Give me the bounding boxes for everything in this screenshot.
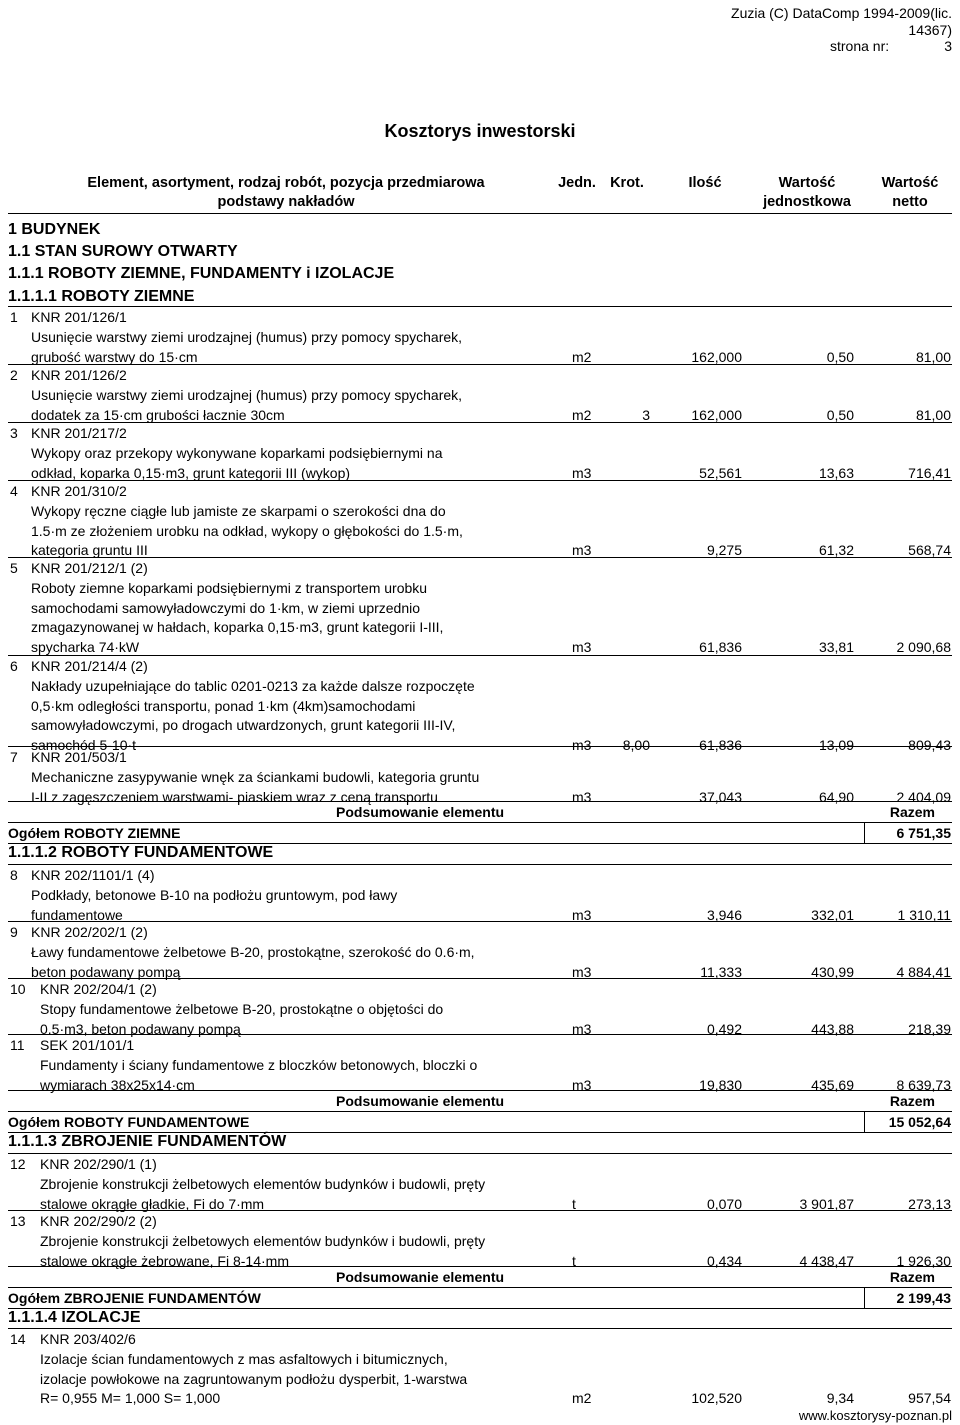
- item-description-line: Mechaniczne zasypywanie wnęk za ściankami budowli, kategoria gruntu: [31, 769, 480, 785]
- col-net-line1: Wartość: [881, 175, 939, 191]
- summary-razem: Razem: [889, 1269, 935, 1285]
- item-net-value: 1 926,30: [896, 1252, 951, 1269]
- item-description-line: samochodami samowyładowczymi do 1·km, w ziemi uprzednio: [31, 599, 421, 616]
- section-heading: 1 BUDYNEK: [8, 221, 101, 238]
- summary-label: Podsumowanie elementu: [336, 804, 505, 820]
- item-unit: m3: [572, 1076, 592, 1093]
- summary-label: Podsumowanie elementu: [336, 1269, 505, 1285]
- page-label: strona nr:: [830, 38, 890, 54]
- item-description-line: Podkłady, betonowe B-10 na podłożu gruntowym, pod ławy: [31, 887, 398, 903]
- item-net-value: 957,54: [908, 1390, 951, 1406]
- item-unit: t: [572, 1195, 576, 1212]
- item-unit-price: 64,90: [818, 788, 854, 805]
- item-code: KNR 202/202/1 (2): [31, 924, 148, 940]
- item-number: 2: [10, 367, 18, 383]
- summary-total-label: Ogółem ZBROJENIE FUNDAMENTÓW: [8, 1290, 261, 1306]
- summary-razem: Razem: [889, 1093, 935, 1109]
- item-code: KNR 202/204/1 (2): [40, 981, 157, 997]
- divider: [864, 1111, 865, 1132]
- item-description-line: stalowe okrągłe żebrowane, Fi 8-14·mm: [40, 1252, 289, 1269]
- item-description-line: I-II z zagęszczeniem warstwami- piaskiem wraz z ceną transportu: [31, 788, 438, 805]
- item-description-line: Wykopy ręczne ciągłe lub jamiste ze skarpami o szerokości dna do: [31, 503, 446, 519]
- divider: [8, 1266, 952, 1267]
- item-code: KNR 203/402/6: [40, 1331, 136, 1347]
- item-code: KNR 201/503/1: [31, 749, 127, 765]
- item-unit: m3: [572, 638, 592, 655]
- section-heading: 1.1.1 ROBOTY ZIEMNE, FUNDAMENTY i IZOLACJE: [8, 265, 395, 282]
- item-unit-price: 0,50: [826, 406, 854, 423]
- item-description-line: Ławy fundamentowe żelbetowe B-20, prostokątne, szerokość do 0.6·m,: [31, 944, 475, 960]
- divider: [8, 978, 952, 979]
- item-description-line: samowyładowczymi, po drogach utwardzonych, grunt kategorii III-IV,: [31, 717, 456, 733]
- divider: [864, 1287, 865, 1308]
- item-number: 8: [10, 867, 18, 883]
- summary-total-value: 2 199,43: [896, 1290, 951, 1306]
- col-net-line2: netto: [892, 194, 928, 210]
- item-code: SEK 201/101/1: [40, 1037, 135, 1053]
- item-unit: m3: [572, 542, 592, 558]
- item-description-line: samochód 5-10·t: [31, 736, 137, 753]
- divider: [8, 1111, 952, 1112]
- section-heading: 1.1 STAN SUROWY OTWARTY: [8, 243, 238, 260]
- item-net-value: 716,41: [908, 464, 951, 481]
- item-quantity: 11,333: [700, 963, 742, 980]
- item-description-line: spycharka 74·kW: [31, 638, 140, 655]
- item-quantity: 0,434: [706, 1252, 742, 1269]
- item-net-value: 568,74: [908, 542, 951, 558]
- divider: [8, 213, 952, 214]
- item-description-line: Fundamenty i ściany fundamentowe z bloczków betonowych, bloczki o: [40, 1057, 478, 1073]
- item-description-line: stalowe okrągłe gładkie, Fi do 7·mm: [40, 1195, 265, 1212]
- divider: [8, 1287, 952, 1288]
- item-quantity: 3,946: [706, 906, 742, 923]
- item-multiplier: 8,00: [622, 736, 650, 753]
- item-description-line: Roboty ziemne koparkami podsiębiernymi z transportem urobku: [31, 580, 428, 596]
- summary-razem: Razem: [889, 804, 935, 820]
- item-description-line: Wykopy oraz przekopy wykonywane koparkami podsiębiernymi na: [31, 445, 443, 461]
- item-unit-price: 435,69: [811, 1076, 854, 1093]
- section-heading: 1.1.1.2 ROBOTY FUNDAMENTOWE: [8, 844, 274, 861]
- item-description-line: Nakłady uzupełniające do tablic 0201-0213 za każde dalsze rozpoczęte: [31, 678, 475, 694]
- divider: [8, 1153, 952, 1154]
- item-unit-price: 430,99: [811, 963, 854, 980]
- divider: [8, 1210, 952, 1211]
- col-ilosc: Ilość: [688, 175, 722, 191]
- divider: [8, 801, 952, 802]
- item-number: 11: [10, 1037, 25, 1053]
- item-description-line: Zbrojenie konstrukcji żelbetowych elementów budynków i budowli, pręty: [40, 1233, 486, 1249]
- item-description-line: R= 0,955 M= 1,000 S= 1,000: [40, 1390, 221, 1406]
- divider: [8, 1034, 952, 1035]
- item-number: 14: [10, 1331, 26, 1347]
- item-net-value: 8 639,73: [896, 1076, 951, 1093]
- col-krot: Krot.: [610, 175, 644, 191]
- item-unit: m3: [572, 464, 592, 481]
- item-description-line: Usunięcie warstwy ziemi urodzajnej (humus) przy pomocy spycharek,: [31, 329, 463, 345]
- item-unit: m3: [572, 736, 592, 753]
- divider: [864, 822, 865, 843]
- item-quantity: 162,000: [691, 348, 742, 365]
- item-quantity: 61,836: [699, 638, 742, 655]
- item-number: 10: [10, 981, 26, 997]
- item-unit-price: 332,01: [811, 906, 854, 923]
- divider: [8, 822, 952, 823]
- footer-url: www.kosztorysy-poznan.pl: [798, 1408, 952, 1423]
- item-description-line: wymiarach 38x25x14·cm: [40, 1076, 195, 1093]
- item-description-line: 0,5·km odległości transportu, ponad 1·km (4km)samochodami: [31, 697, 416, 714]
- item-quantity: 0,070: [706, 1195, 742, 1212]
- item-number: 12: [10, 1156, 26, 1172]
- col-element-line1: Element, asortyment, rodzaj robót, pozycja przedmiarowa: [87, 175, 485, 191]
- item-code: KNR 201/126/1: [31, 309, 127, 325]
- divider: [8, 1308, 952, 1309]
- item-unit: t: [572, 1252, 576, 1269]
- item-description-line: 0.5·m3, beton podawany pompą: [40, 1020, 241, 1037]
- item-unit-price: 9,34: [826, 1390, 854, 1406]
- divider: [8, 864, 952, 865]
- divider: [8, 921, 952, 922]
- item-number: 6: [10, 658, 18, 674]
- item-unit-price: 13,09: [818, 736, 854, 753]
- item-description-line: Zbrojenie konstrukcji żelbetowych elementów budynków i budowli, pręty: [40, 1176, 486, 1192]
- item-description-line: zmagazynowanej w hałdach, koparka 0,15·m3, grunt kategorii I-III,: [31, 619, 444, 635]
- summary-total-label: Ogółem ROBOTY ZIEMNE: [8, 825, 181, 841]
- divider: [8, 655, 952, 656]
- item-unit-price: 0,50: [826, 348, 854, 365]
- section-heading: 1.1.1.4 IZOLACJE: [8, 1309, 141, 1326]
- item-net-value: 1 310,11: [897, 906, 951, 923]
- item-net-value: 81,00: [915, 348, 951, 365]
- item-quantity: 0,492: [706, 1020, 742, 1037]
- item-unit: m2: [572, 1390, 592, 1406]
- item-number: 5: [10, 560, 18, 576]
- section-heading: 1.1.1.1 ROBOTY ZIEMNE: [8, 288, 195, 305]
- item-unit-price: 33,81: [818, 638, 854, 655]
- item-description-line: odkład, koparka 0,15·m3, grunt kategorii III (wykop): [31, 464, 351, 481]
- item-unit-price: 3 901,87: [799, 1195, 854, 1212]
- item-unit-price: 443,88: [811, 1020, 854, 1037]
- item-description-line: Stopy fundamentowe żelbetowe B-20, prostokątne o objętości do: [40, 1001, 444, 1017]
- col-unit-price-line2: jednostkowa: [763, 194, 851, 210]
- item-description-line: dodatek za 15·cm grubości łacznie 30cm: [31, 406, 285, 423]
- item-number: 7: [10, 749, 18, 765]
- item-number: 9: [10, 924, 18, 940]
- item-number: 1: [10, 309, 18, 325]
- item-unit: m3: [572, 788, 592, 805]
- item-description-line: kategoria gruntu III: [31, 542, 148, 558]
- item-unit-price: 13,63: [818, 464, 854, 481]
- item-multiplier: 3: [642, 406, 650, 423]
- divider: [8, 746, 952, 747]
- item-code: KNR 202/290/1 (1): [40, 1156, 157, 1172]
- item-code: KNR 202/290/2 (2): [40, 1213, 157, 1229]
- item-quantity: 162,000: [691, 406, 742, 423]
- item-quantity: 9,275: [706, 542, 742, 558]
- item-net-value: 4 884,41: [896, 963, 951, 980]
- item-code: KNR 201/212/1 (2): [31, 560, 148, 576]
- item-unit-price: 4 438,47: [799, 1252, 854, 1269]
- item-description-line: fundamentowe: [31, 906, 123, 923]
- item-number: 4: [10, 483, 18, 499]
- item-description-line: 1.5·m ze złożeniem urobku na odkład, wykopy o głębokości do 1.5·m,: [31, 522, 463, 539]
- item-description-line: Izolacje ścian fundamentowych z mas asfaltowych i bitumicznych,: [40, 1351, 448, 1367]
- divider: [8, 1090, 952, 1091]
- col-jedn: Jedn.: [558, 175, 596, 191]
- item-unit: m3: [572, 906, 592, 923]
- item-description-line: Usunięcie warstwy ziemi urodzajnej (humus) przy pomocy spycharek,: [31, 387, 463, 403]
- item-net-value: 809,43: [908, 736, 951, 753]
- item-code: KNR 201/214/4 (2): [31, 658, 148, 674]
- divider: [8, 480, 952, 481]
- col-element-line2: podstawy nakładów: [217, 194, 355, 210]
- section-heading: 1.1.1.3 ZBROJENIE FUNDAMENTÓW: [8, 1133, 287, 1150]
- item-description-line: izolacje powłokowe na zagruntowanym podłożu dysperbit, 1-warstwa: [40, 1370, 468, 1387]
- document-title: Kosztorys inwestorski: [384, 121, 576, 141]
- item-quantity: 52,561: [699, 464, 742, 481]
- item-unit: m2: [572, 348, 592, 365]
- divider: [8, 306, 952, 307]
- divider: [8, 557, 952, 558]
- item-unit: m2: [572, 406, 592, 423]
- item-unit: m3: [572, 1020, 592, 1037]
- col-unit-price-line1: Wartość: [778, 175, 836, 191]
- item-code: KNR 201/310/2: [31, 483, 127, 499]
- item-quantity: 19,830: [699, 1076, 742, 1093]
- item-code: KNR 201/217/2: [31, 425, 127, 441]
- item-number: 13: [10, 1213, 26, 1229]
- summary-total-label: Ogółem ROBOTY FUNDAMENTOWE: [8, 1114, 250, 1130]
- page-number: 3: [944, 38, 952, 54]
- program-info: Zuzia (C) DataComp 1994-2009(lic.: [731, 5, 952, 21]
- item-net-value: 2 404,09: [896, 788, 951, 805]
- item-unit-price: 61,32: [818, 542, 854, 558]
- item-description-line: grubość warstwy do 15·cm: [31, 348, 198, 365]
- item-net-value: 273,13: [908, 1195, 951, 1212]
- item-code: KNR 202/1101/1 (4): [31, 867, 155, 883]
- item-net-value: 2 090,68: [896, 638, 951, 655]
- summary-total-value: 15 052,64: [888, 1114, 951, 1130]
- summary-label: Podsumowanie elementu: [336, 1093, 505, 1109]
- item-description-line: beton podawany pompą: [31, 963, 181, 980]
- item-net-value: 81,00: [915, 406, 951, 423]
- item-quantity: 61,836: [699, 736, 742, 753]
- license-info: 14367): [908, 22, 952, 38]
- divider: [8, 364, 952, 365]
- item-code: KNR 201/126/2: [31, 367, 127, 383]
- item-net-value: 218,39: [908, 1020, 951, 1037]
- divider: [8, 1328, 952, 1329]
- item-unit: m3: [572, 963, 592, 980]
- item-quantity: 37,043: [699, 788, 742, 805]
- item-number: 3: [10, 425, 18, 441]
- item-quantity: 102,520: [691, 1390, 742, 1406]
- summary-total-value: 6 751,35: [896, 825, 951, 841]
- divider: [8, 422, 952, 423]
